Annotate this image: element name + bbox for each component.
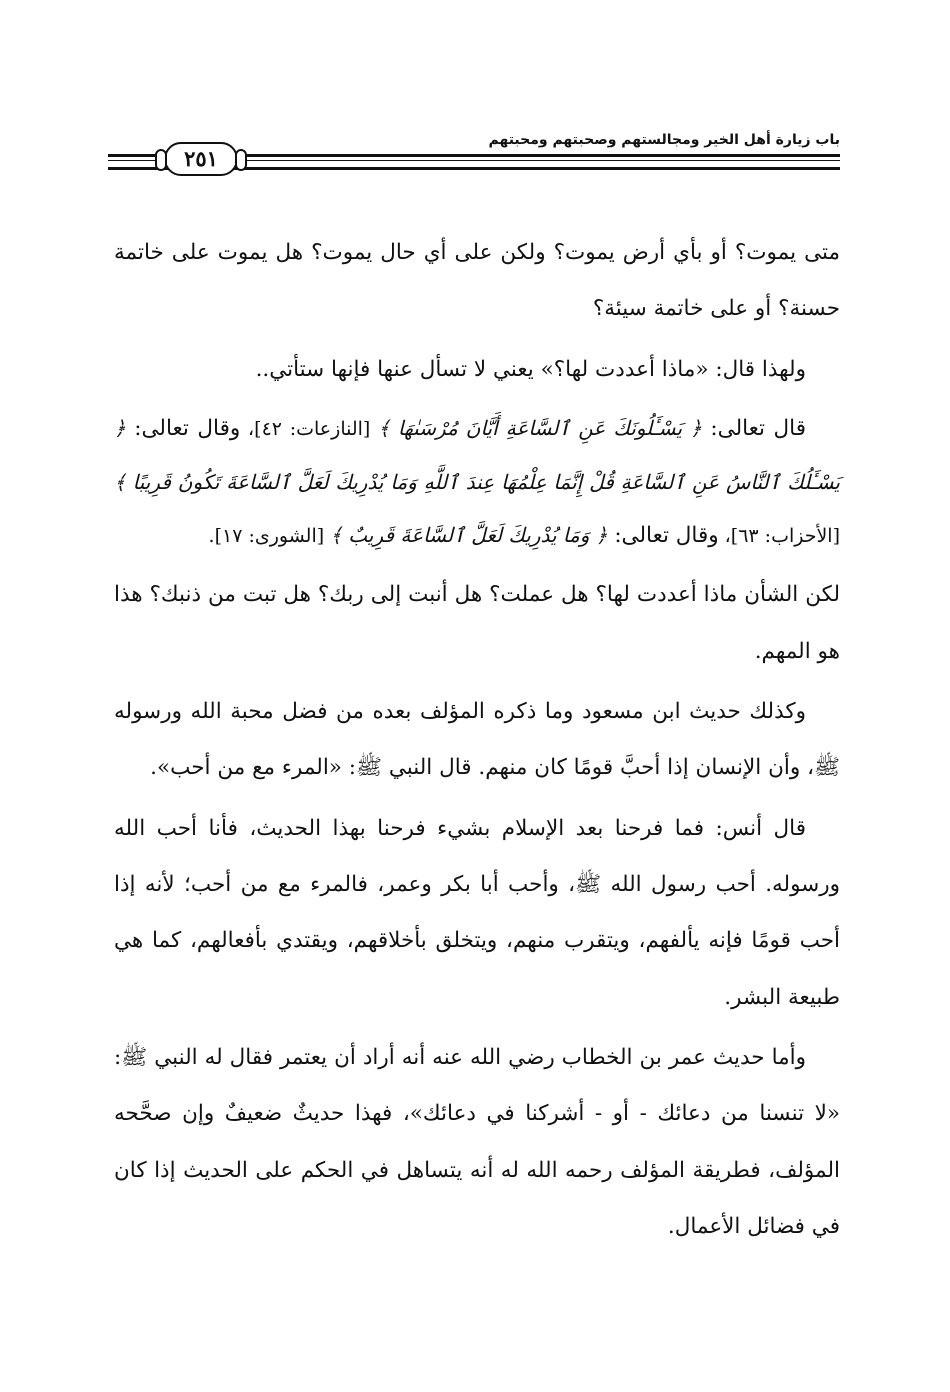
quran-verse-3: ﴿ وَمَا يُدْرِيكَ لَعَلَّ ٱلسَّاعَةَ قَرِيبٌ ﴾ <box>330 523 608 548</box>
verse-link-1: وقال تعالى: <box>125 415 241 441</box>
verse-reference-2: [الأحزاب: ٦٣]، <box>718 525 840 548</box>
verse-link-2: وقال تعالى: <box>607 523 719 549</box>
paragraph-5: وكذلك حديث ابن مسعود وما ذكره المؤلف بعده من فضل محبة الله ورسوله ﷺ، وأن الإنسان إذا أحبَّ قومًا كان منهم. قال النبي ﷺ: «المرء مع من أحب». <box>114 698 840 781</box>
paragraph-4: لكن الشأن ماذا أعددت لها؟ هل عملت؟ هل أنبت إلى ربك؟ هل تبت من ذنبك؟ هذا هو المهم. <box>114 582 840 664</box>
page-header <box>108 128 840 180</box>
paragraph-7: وأما حديث عمر بن الخطاب رضي الله عنه أنه أراد أن يعتمر فقال له النبي ﷺ: «لا تنسنا من دعائك - أو - أشركنا في دعائك»، فهذا حديثٌ ضعيفٌ وإن صحَّحه المؤلف، فطريقة المؤلف رحمه الله له أنه يتساهل في الحكم على الحديث إذا كان في فضائل الأعمال. <box>114 1044 840 1239</box>
page-body <box>114 225 840 1259</box>
verse-intro: قال تعالى: <box>701 415 807 441</box>
quran-verse-2: ﴿ يَسْـَٔلُكَ ٱلنَّاسُ عَنِ ٱلسَّاعَةِ قُلْ إِنَّمَا عِلْمُهَا عِندَ ٱللَّهِ وَمَا يُدْرِيكَ لَعَلَّ ٱلسَّاعَةَ تَكُونُ قَرِيبًا ﴾ <box>114 415 840 494</box>
chapter-title: باب زيارة أهل الخير ومجالستهم وصحبتهم ومحبتهم <box>488 132 840 148</box>
quran-verse-1: ﴿ يَسْـَٔلُونَكَ عَنِ ٱلسَّاعَةِ أَيَّانَ مُرْسَىٰهَا ﴾ <box>378 415 702 440</box>
paragraph-quran-verses <box>114 402 840 563</box>
verse-reference-1: [النازعات: ٤٢]، <box>240 417 379 440</box>
paragraph-2: ولهذا قال: «ماذا أعددت لها؟» يعني لا تسأل عنها فإنها ستأتي.. <box>255 356 806 382</box>
paragraph-1: متى يموت؟ أو بأي أرض يموت؟ ولكن على أي حال يموت؟ هل يموت على خاتمة حسنة؟ أو على خاتمة سيئة؟ <box>114 240 840 322</box>
verse-reference-3: [الشورى: ١٧]. <box>208 525 331 548</box>
page-number: ٢٥١ <box>164 142 238 176</box>
paragraph-6: قال أنس: فما فرحنا بعد الإسلام بشيء فرحنا بهذا الحديث، فأنا أحب الله ورسوله. أحب رسول الله ﷺ، وأحب أبا بكر وعمر، فالمرء مع من أحب؛ لأنه إذا أحب قومًا فإنه يألفهم، ويتقرب منهم، ويتخلق بأخلاقهم، ويقتدي بأفعالهم، كما هي طبيعة البشر. <box>114 815 840 1010</box>
